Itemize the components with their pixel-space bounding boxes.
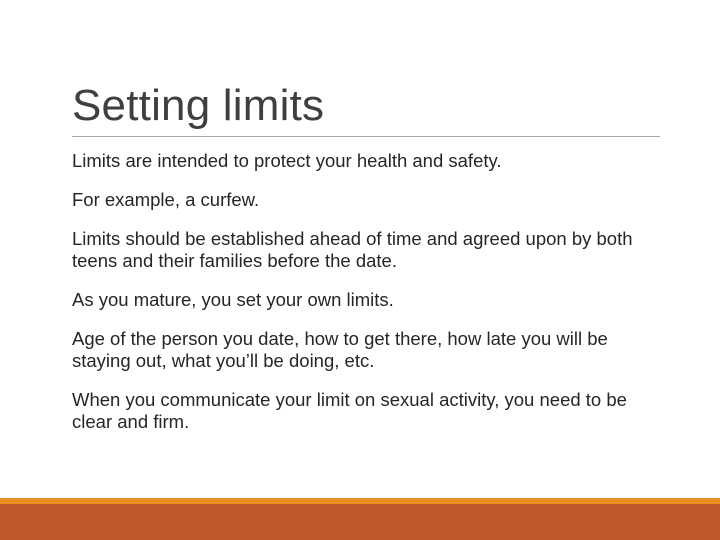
slide-title: Setting limits <box>72 81 325 130</box>
footer-accent-band <box>0 504 720 540</box>
bullet-item: As you mature, you set your own limits. <box>72 289 394 310</box>
bullet-list <box>72 150 662 450</box>
bullet-item: Age of the person you date, how to get there, how late you will be staying out, what you’ll be doing, etc. <box>72 328 608 371</box>
bullet-item: Limits are intended to protect your health and safety. <box>72 150 502 171</box>
bullet-item: For example, a curfew. <box>72 189 260 210</box>
bullet-item: When you communicate your limit on sexual activity, you need to be clear and firm. <box>72 389 627 432</box>
title-divider <box>72 136 660 137</box>
bullet-item: Limits should be established ahead of time and agreed upon by both teens and their families before the date. <box>72 228 633 271</box>
